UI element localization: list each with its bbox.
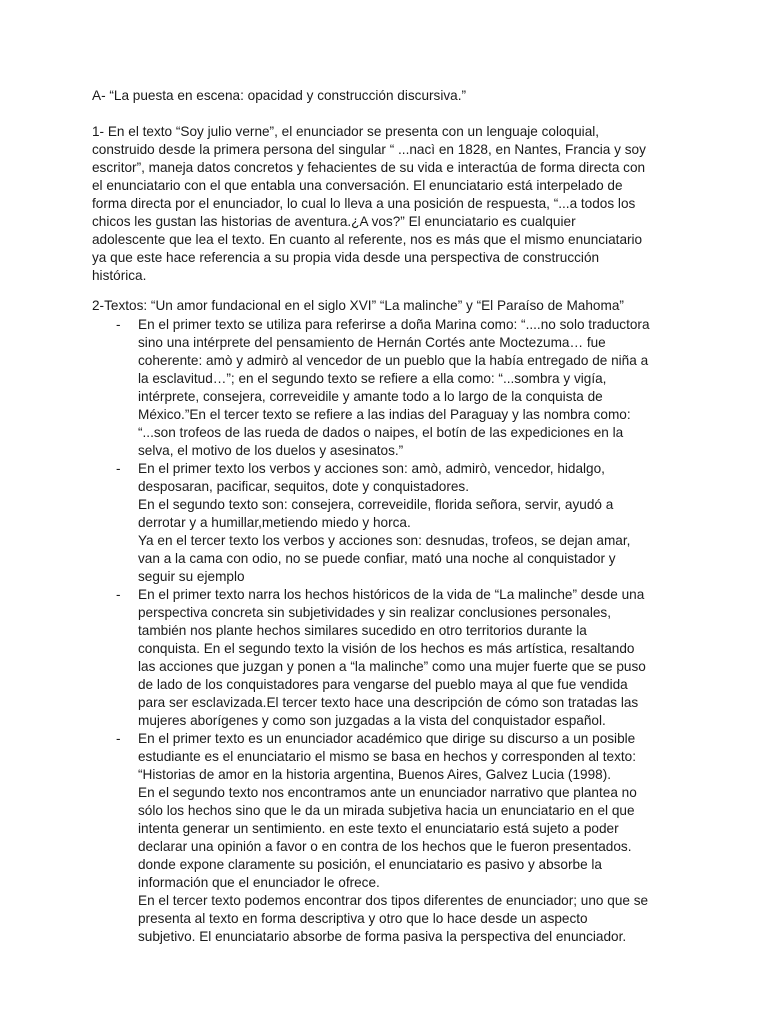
item-line: En el primer texto se utiliza para referirse a doña Marina como: “....no solo traductora	[138, 317, 650, 332]
item-line: información que el enunciador le ofrece.	[138, 875, 380, 890]
item-line: En el segundo texto son: consejera, correveidile, florida señora, servir, ayudó a	[138, 497, 614, 512]
item-line: estudiante es el enunciatario el mismo se basa en hechos y corresponden al texto:	[138, 749, 636, 764]
item-line: de lado de los conquistadores para vengarse del pueblo maya al que fue vendida	[138, 677, 628, 692]
item-line: donde expone claramente su posición, el enunciatario es pasivo y absorbe la	[138, 857, 602, 872]
item-line: En el tercer texto podemos encontrar dos tipos diferentes de enunciador; uno que se	[138, 893, 649, 908]
list-item	[0, 460, 768, 586]
list-item	[0, 730, 768, 946]
item-line: las acciones que juzgan y ponen a “la malinche” como una mujer fuerte que se puso	[138, 659, 646, 674]
item-line: desposaran, pacificar, sequitos, dote y conquistadores.	[138, 479, 469, 494]
item-line: para ser esclavizada.El tercer texto hace una descripción de cómo son tratadas las	[138, 695, 639, 710]
item-line: van a la cama con odio, no se puede confiar, mató una noche al conquistador y	[138, 551, 616, 566]
item-line: subjetivo. El enunciatario absorbe de forma pasiva la perspectiva del enunciador.	[138, 929, 627, 944]
item-line: mujeres aborígenes y como son juzgadas a la vista del conquistador español.	[138, 713, 606, 728]
bullet-dash: -	[116, 461, 121, 476]
item-line: coherente: amò y admirò al vencedor de un pueblo que la había entregado de niña a	[138, 353, 649, 368]
list-item	[0, 316, 768, 460]
item-line: intenta generar un sentimiento. en este texto el enunciatario está sujeto a poder	[138, 821, 619, 836]
item-line: “Historias de amor en la historia argentina, Buenos Aires, Galvez Lucia (1998).	[138, 767, 611, 782]
item-line: conquista. En el segundo texto la visión de los hechos es más artística, resaltando	[138, 641, 635, 656]
section-a-heading: A- “La puesta en escena: opacidad y construcción discursiva.”	[92, 88, 467, 103]
paragraph-line: construido desde la primera persona del singular “ ...nacì en 1828, en Nantes, Francia y soy	[92, 142, 646, 157]
item-line: En el primer texto los verbos y acciones son: amò, admirò, vencedor, hidalgo,	[138, 461, 605, 476]
item-line: selva, el motivo de los duelos y asesinatos.”	[138, 443, 404, 458]
item-line: Ya en el tercer texto los verbos y acciones son: desnudas, trofeos, se dejan amar,	[138, 533, 631, 548]
item-line: intérprete, consejera, correveidile y amante todo a lo largo de la conquista de	[138, 389, 603, 404]
paragraph-line: el enunciatario con el que entabla una conversación. El enunciatario está interpelado de	[92, 178, 623, 193]
item-line: sino una intérprete del pensamiento de Hernán Cortés ante Moctezuma… fue	[138, 335, 606, 350]
item-line: “...son trofeos de las rueda de dados o naipes, el botín de las expediciones en la	[138, 425, 624, 440]
paragraph-line: forma directa por el enunciador, lo cual lo lleva a una posición de respuesta, “...a todos los	[92, 196, 636, 211]
item-line: declarar una opinión a favor o en contra de los hechos que le fueron presentados.	[138, 839, 632, 854]
section-2-title: 2-Textos: “Un amor fundacional en el siglo XVI” “La malinche” y “El Paraíso de Mahoma”	[92, 298, 624, 313]
paragraph-line: ya que este hace referencia a su propia vida desde una perspectiva de construcción	[92, 250, 600, 265]
item-line: la esclavitud…”; en el segundo texto se refiere a ella como: “...sombra y vigía,	[138, 371, 607, 386]
bullet-list	[0, 316, 768, 946]
paragraph-line: chicos les gustan las historias de aventura.¿A vos?” El enunciatario es cualquier	[92, 214, 576, 229]
item-line: seguir su ejemplo	[138, 569, 245, 584]
paragraph-line: escritor”, maneja datos concretos y fehacientes de su vida e interactúa de forma directa con	[92, 160, 646, 175]
item-line: México.”En el tercer texto se refiere a las indias del Paraguay y las nombra como:	[138, 407, 631, 422]
bullet-dash: -	[116, 587, 121, 602]
paragraph-line: adolescente que lea el texto. En cuanto al referente, nos es más que el mismo enunciatario	[92, 232, 643, 247]
item-line: En el primer texto narra los hechos históricos de la vida de “La malinche” desde una	[138, 587, 645, 602]
item-line: En el segundo texto nos encontramos ante un enunciador narrativo que plantea no	[138, 785, 637, 800]
item-line: presenta al texto en forma descriptiva y otro que lo hace desde un aspecto	[138, 911, 588, 926]
paragraph-1	[92, 123, 692, 285]
item-line: sólo los hechos sino que le da un mirada subjetiva hacia un enunciatario en el que	[138, 803, 635, 818]
item-line: En el primer texto es un enunciador académico que dirige su discurso a un posible	[138, 731, 636, 746]
list-item	[0, 586, 768, 730]
paragraph-line: histórica.	[92, 268, 147, 283]
item-line: también nos plante hechos similares sucedido en otro territorios durante la	[138, 623, 587, 638]
paragraph-line: 1- En el texto “Soy julio verne”, el enunciador se presenta con un lenguaje coloquial,	[92, 124, 600, 139]
bullet-dash: -	[116, 731, 121, 746]
item-line: derrotar y a humillar,metiendo miedo y horca.	[138, 515, 411, 530]
item-line: perspectiva concreta sin subjetividades y sin realizar conclusiones personales,	[138, 605, 612, 620]
bullet-dash: -	[116, 317, 121, 332]
